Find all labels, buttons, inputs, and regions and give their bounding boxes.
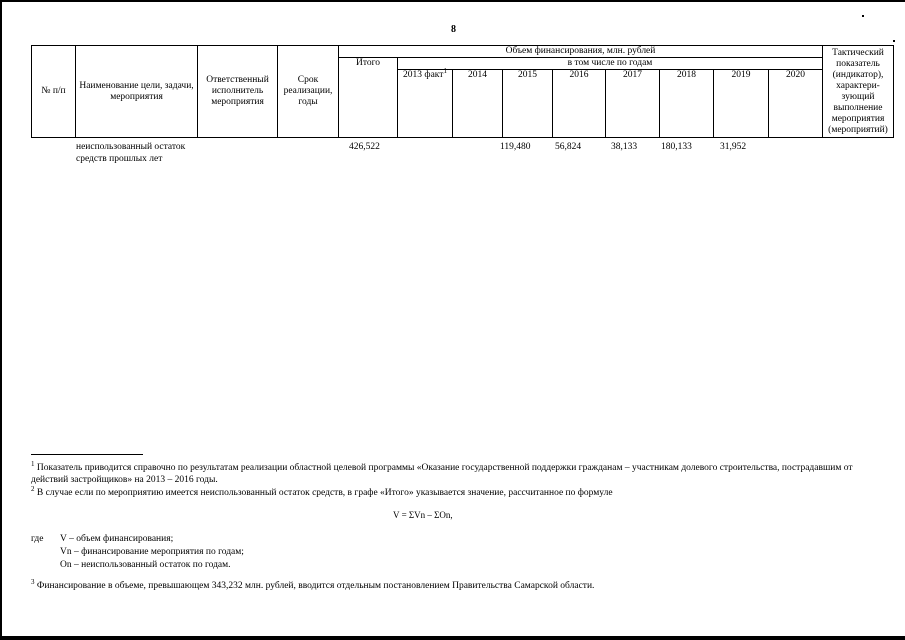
footnote-separator <box>31 454 143 455</box>
footnote-2: $^2$ В случае если по мероприятию имеется неиспользованный остаток средств, в графе «Итого» указывается значение, рассчитанное по формуле <box>31 484 613 498</box>
header-name: Наименование цели, задачи, мероприятия <box>76 46 198 138</box>
header-year-2013: 2013 факт$^1$ <box>398 70 453 138</box>
row-value-2017: 38,133 <box>611 142 638 152</box>
scan-dot <box>893 40 895 42</box>
where-vn: Vn – финансирование мероприятия по годам; <box>60 547 244 557</box>
scan-dot <box>862 15 864 17</box>
frame-left-border <box>0 0 2 640</box>
footnote-3: $^3$ Финансирование в объеме, превышающем 343,232 млн. рублей, вводится отдельным постановлением Правительства Самарской области. <box>31 577 595 591</box>
header-indicator: Тактический показатель (индикатор), характери-зующий выполнение мероприятия (мероприятий) <box>823 46 894 138</box>
row-value-2016: 56,824 <box>555 142 582 152</box>
header-year-2014: 2014 <box>453 70 503 138</box>
row-value-2018: 180,133 <box>661 142 692 152</box>
header-term: Срок реализации, годы <box>278 46 339 138</box>
header-year-2016: 2016 <box>553 70 606 138</box>
row-value-2019: 31,952 <box>720 142 747 152</box>
header-by-years: в том числе по годам <box>398 58 823 70</box>
frame-top-border <box>0 0 905 2</box>
footnote-1: $^1$ Показатель приводится справочно по результатам реализации областной целевой программы «Оказание государственной поддержки гражданам – участникам долевого строительства, пострадавшим от действий застройщиков» на 2013 – 2016 годы. <box>31 459 853 485</box>
header-year-2015: 2015 <box>503 70 553 138</box>
header-year-2017: 2017 <box>606 70 660 138</box>
header-year-2018: 2018 <box>660 70 714 138</box>
frame-bottom-border <box>0 636 905 640</box>
header-total: Итого <box>339 58 398 138</box>
header-responsible: Ответственный исполнитель мероприятия <box>198 46 278 138</box>
row-name: неиспользованный остаток средств прошлых лет <box>76 142 186 164</box>
page-number: 8 <box>451 24 456 35</box>
financing-table <box>31 45 894 138</box>
formula: V = ΣVn – ΣOn, <box>393 510 453 520</box>
where-on: On – неиспользованный остаток по годам. <box>60 560 231 570</box>
header-volume: Объем финансирования, млн. рублей <box>339 46 823 58</box>
header-year-2020: 2020 <box>769 70 823 138</box>
where-v: V – объем финансирования; <box>60 534 174 544</box>
row-total: 426,522 <box>349 142 380 152</box>
header-no: № п/п <box>32 46 76 138</box>
header-year-2019: 2019 <box>714 70 769 138</box>
where-label: где <box>31 534 44 544</box>
row-value-2015: 119,480 <box>500 142 531 152</box>
